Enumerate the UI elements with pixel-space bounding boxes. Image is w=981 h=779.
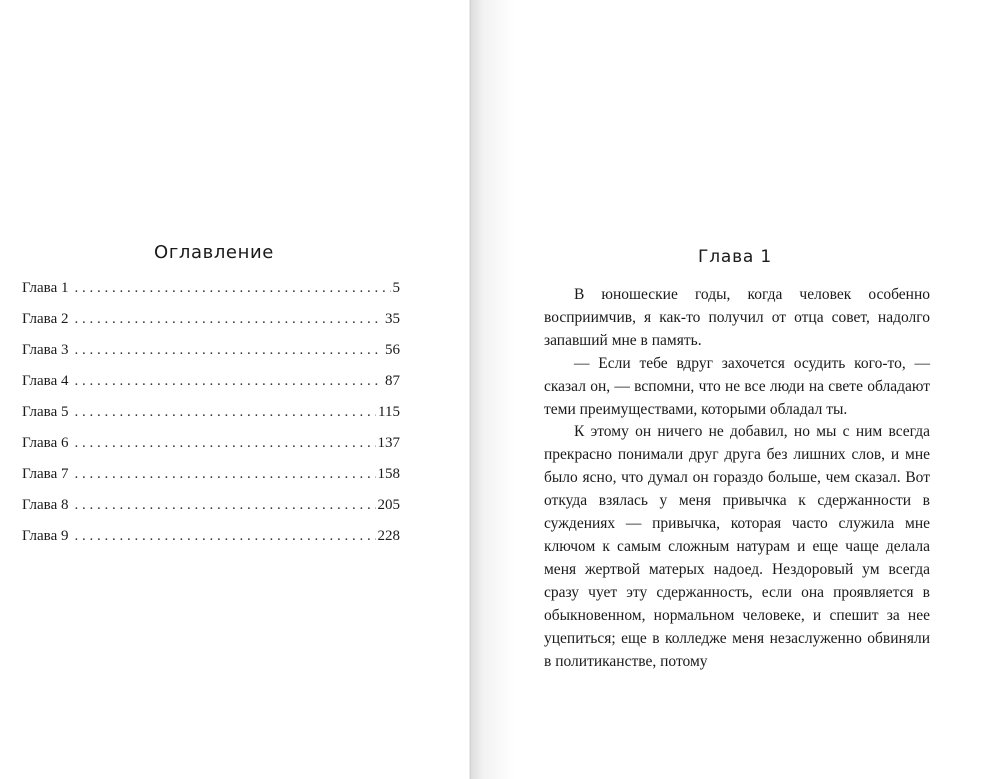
toc-page-number: 137 — [377, 435, 400, 451]
toc-chapter-label: Глава 1 — [22, 280, 69, 296]
toc-entry[interactable] — [22, 404, 400, 435]
left-page — [0, 0, 470, 779]
toc-title: Оглавление — [154, 242, 274, 263]
toc-chapter-label: Глава 2 — [22, 311, 69, 327]
toc-page-number: 5 — [392, 280, 400, 296]
toc-entry[interactable] — [22, 528, 400, 559]
toc-leader-dots — [74, 373, 383, 390]
toc-page-number: 115 — [378, 404, 400, 420]
book-spine — [469, 0, 471, 779]
toc-page-number: 228 — [377, 528, 400, 544]
toc-page-number: 35 — [385, 311, 400, 327]
toc-chapter-label: Глава 6 — [22, 435, 69, 451]
toc-chapter-label: Глава 5 — [22, 404, 69, 420]
toc-leader-dots — [74, 497, 375, 514]
paragraph: В юношеские годы, когда человек особенно восприимчив, я как-то получил от отца совет, надолго запавший мне в память. — [544, 286, 930, 349]
toc-leader-dots — [74, 342, 383, 359]
toc-leader-dots — [74, 404, 376, 421]
toc-page-number: 158 — [377, 466, 400, 482]
toc-entry[interactable] — [22, 435, 400, 466]
toc-chapter-label: Глава 7 — [22, 466, 69, 482]
toc-entry[interactable] — [22, 373, 400, 404]
toc-page-number: 205 — [377, 497, 400, 513]
paragraph: К этому он ничего не добавил, но мы с ним всегда прекрасно понимали друг друга без лишних слов, и мне было ясно, что думал он гораздо больше, чем сказал. Вот откуда взялась у меня привычка к сдержанности в суждениях — привычка, которая часто служила мне ключом к самым сложным натурам и еще чаще делала меня жертвой матерых надоед. Нездоровый ум всегда сразу чует эту сдержанность, если она проявляется в обыкновенном, нормальном человеке, и спешит за нее уцепиться; еще в колледже меня незаслуженно обвиняли в политиканстве, потому — [544, 423, 930, 670]
toc-entry[interactable] — [22, 342, 400, 373]
toc-chapter-label: Глава 8 — [22, 497, 69, 513]
chapter-body — [544, 284, 930, 673]
toc-chapter-label: Глава 3 — [22, 342, 69, 358]
toc-leader-dots — [74, 435, 375, 452]
toc-chapter-label: Глава 9 — [22, 528, 69, 544]
toc-entry[interactable] — [22, 497, 400, 528]
paragraph: — Если тебе вдруг захочется осудить кого-то, — сказал он, — вспомни, что не все люди на свете обладают теми преимуществами, которыми обладал ты. — [544, 354, 930, 418]
toc-entry[interactable] — [22, 280, 400, 311]
toc-leader-dots — [74, 280, 390, 297]
table-of-contents — [22, 280, 400, 559]
toc-leader-dots — [74, 528, 375, 545]
toc-page-number: 87 — [385, 373, 400, 389]
toc-leader-dots — [74, 466, 375, 483]
toc-entry[interactable] — [22, 311, 400, 342]
toc-entry[interactable] — [22, 466, 400, 497]
toc-leader-dots — [74, 311, 383, 328]
toc-chapter-label: Глава 4 — [22, 373, 69, 389]
chapter-heading: Глава 1 — [698, 247, 772, 267]
toc-page-number: 56 — [385, 342, 400, 358]
